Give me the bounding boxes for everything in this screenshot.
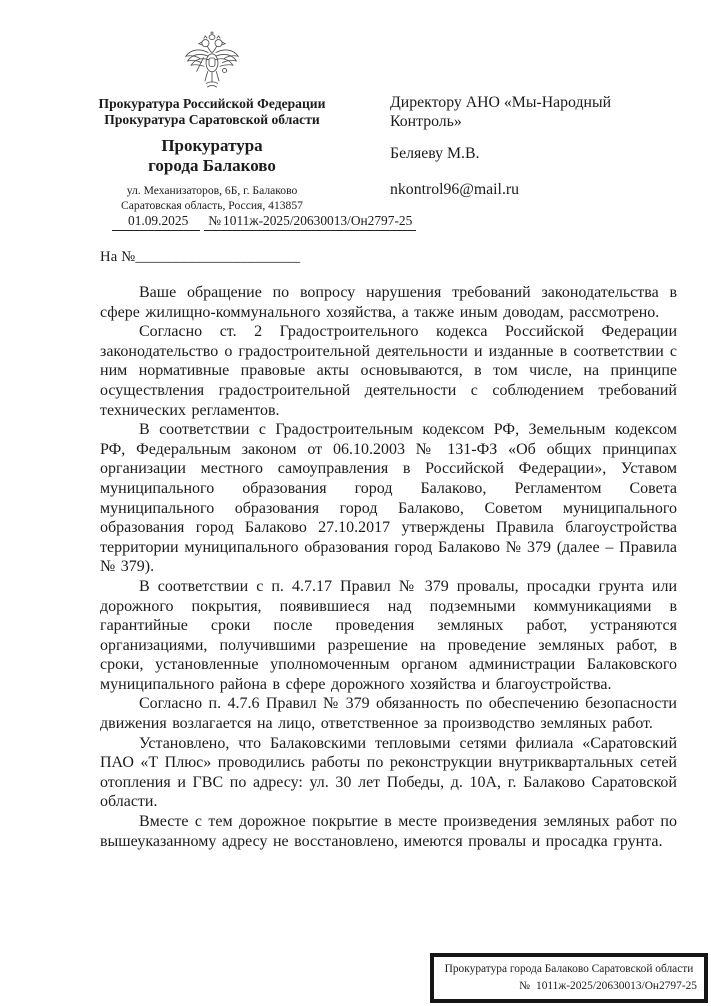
org-line-federation: Прокуратура Российской Федерации	[98, 96, 326, 111]
org-name-line2: города Балаково	[148, 156, 276, 175]
registration-stamp-box	[430, 953, 708, 1003]
paragraph-2: Согласно ст. 2 Градостроительного кодекса Российской Федерации законодательство о градостроительной деятельности и изданные в соответствии с ним нормативные правовые акты основываются, в том числе, на принципе осуществления градостроительной деятельности с соблюдением требований технических регламентов.	[100, 323, 677, 419]
reply-reference-line	[100, 249, 300, 266]
recipient-name: Беляеву М.В.	[390, 145, 480, 162]
letter-body	[100, 283, 677, 851]
org-name-line1: Прокуратура	[161, 136, 263, 155]
russian-coat-of-arms-icon	[182, 30, 242, 92]
recipient-title-line2: Контроль»	[390, 112, 462, 130]
reference-line	[112, 213, 416, 231]
org-line-region: Прокуратура Саратовской области	[104, 111, 320, 127]
reply-label: На №	[100, 249, 136, 265]
paragraph-3: В соответствии с Градостроительным кодексом РФ, Земельным кодексом РФ, Федеральным законом от 06.10.2003 № 131-ФЗ «Об общих принципах организации местного самоуправления в Российской Федерации», Уставом муниципального образования город Балаково, Регламентом Совета муниципального образования город Балаково, Советом муниципального образования город Балаково 27.10.2017 утверждены Правила благоустройства территории муниципального образования город Балаково № 379 (далее – Правила № 379).	[100, 421, 677, 576]
reply-blank: ______________________	[135, 249, 301, 265]
paragraph-7: Вместе с тем дорожное покрытие в месте произведения земляных работ по вышеуказанному адресу не восстановлено, имеются провалы и просадка грунта.	[100, 813, 677, 850]
address-region: Саратовская область, Россия, 413857	[121, 198, 303, 212]
number-sign: №	[208, 213, 222, 228]
recipient-block	[390, 94, 690, 199]
document-date: 01.09.2025	[112, 213, 200, 231]
letterhead	[78, 30, 346, 213]
recipient-title-line1: Директору АНО «Мы-Народный	[390, 94, 612, 111]
stamp-org-name: Прокуратура города Балаково Саратовской области	[444, 963, 694, 975]
paragraph-6: Установлено, что Балаковскими тепловыми сетями филиала «Саратовский ПАО «Т Плюс» проводились работы по реконструкции внутриквартальных сетей отопления и ГВС по адресу: ул. 30 лет Победы, д. 10А, г. Балаково Саратовской области.	[100, 734, 677, 811]
paragraph-4: В соответствии с п. 4.7.17 Правил № 379 провалы, просадки грунта или дорожного покрытия, появившиеся над подземными коммуникациями в гарантийные сроки после проведения земляных работ, устраняются организациями, получившими разрешение на проведение земляных работ, в сроки, установленные уполномоченным органом администрации Балаковского муниципального района в сфере дорожного хозяйства и благоустройства.	[100, 577, 677, 693]
recipient-email: nkontrol96@mail.ru	[390, 180, 520, 198]
paragraph-5: Согласно п. 4.7.6 Правил № 379 обязанность по обеспечению безопасности движения возлагается на лицо, ответственное за производство земляных работ.	[100, 695, 677, 733]
address-street: ул. Механизаторов, 6Б, г. Балаково	[126, 184, 298, 197]
stamp-number-sign: №	[519, 980, 531, 992]
paragraph-1: Ваше обращение по вопросу нарушения требований законодательства в сфере жилищно-коммунального хозяйства, а также иным доводам, рассмотрено.	[100, 284, 677, 321]
stamp-number: 1011ж-2025/20630013/Он2797-25	[536, 980, 697, 992]
document-number: 1011ж-2025/20630013/Он2797-25	[223, 213, 413, 228]
